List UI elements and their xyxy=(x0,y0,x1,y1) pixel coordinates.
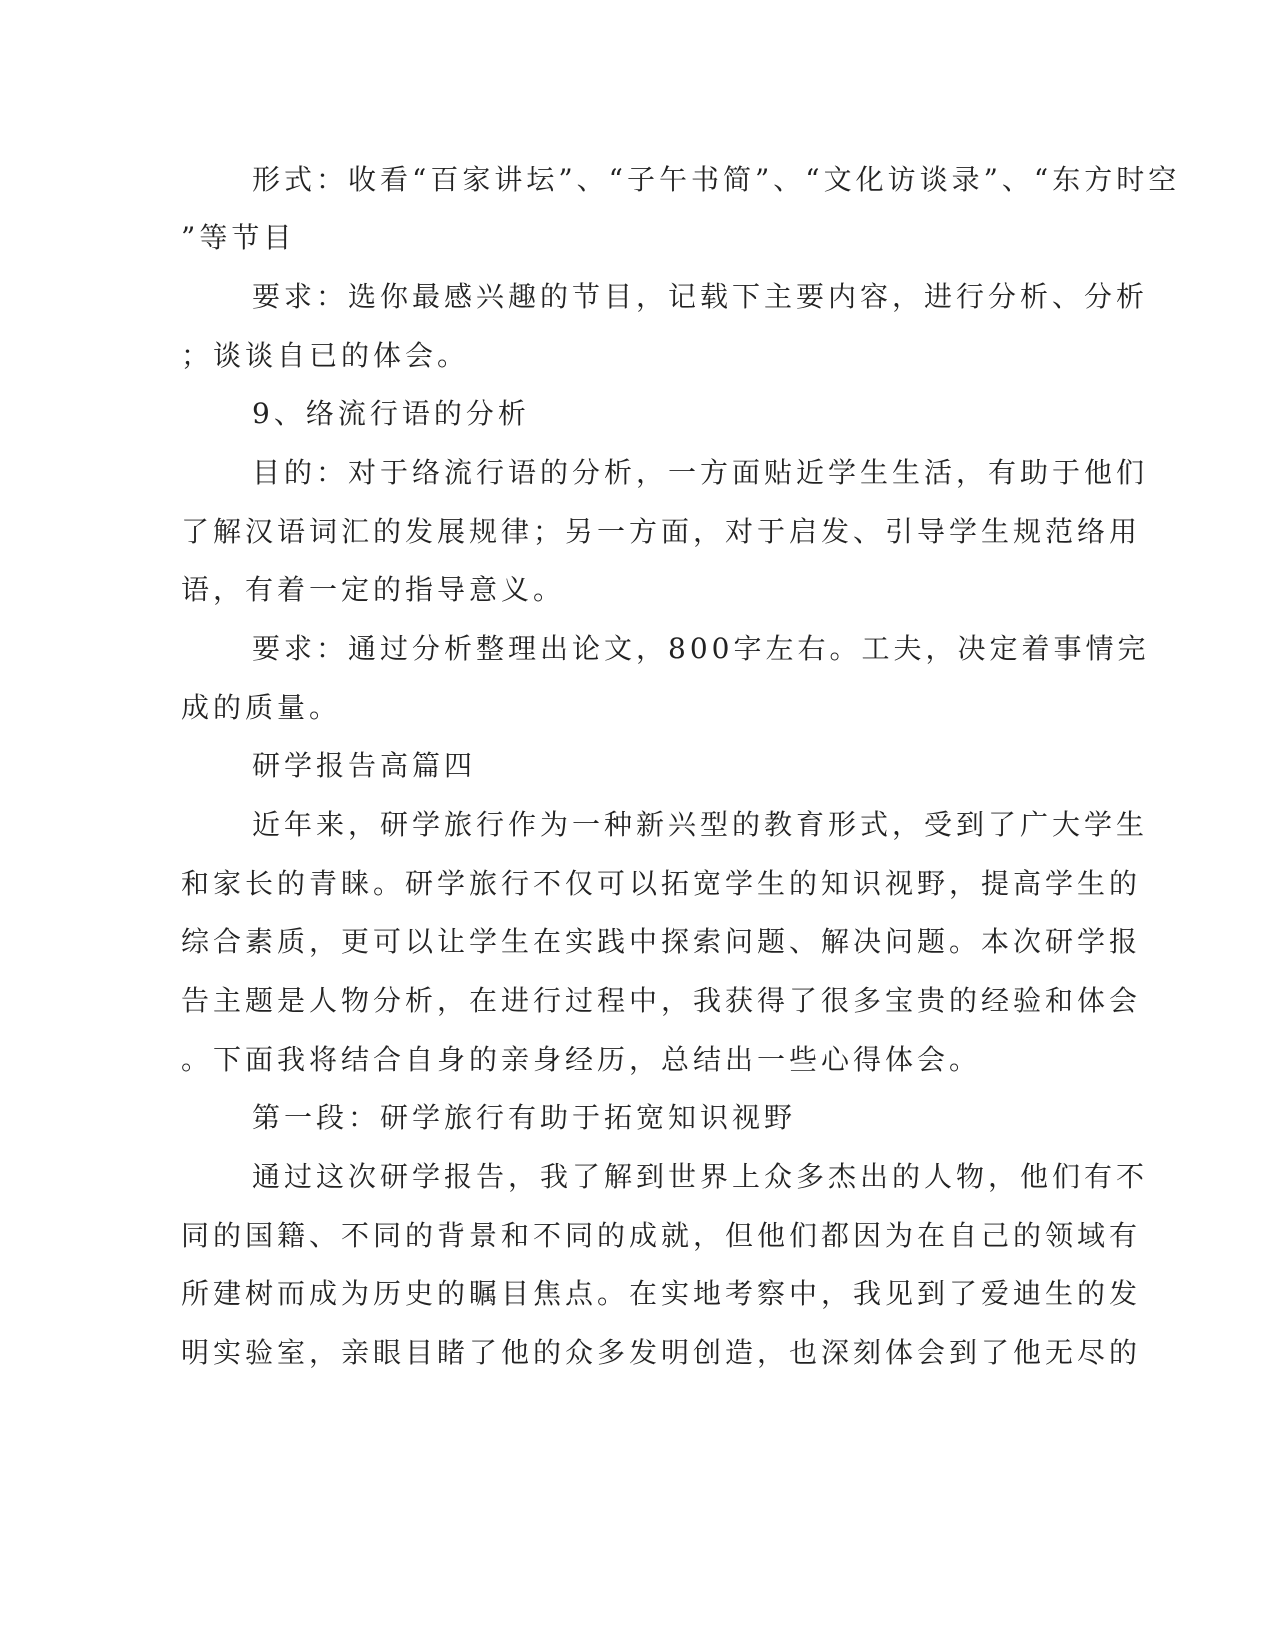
text-line: 近年来，研学旅行作为一种新兴型的教育形式，受到了广大学生 xyxy=(252,808,1149,841)
text-line: 通过这次研学报告，我了解到世界上众多杰出的人物，他们有不 xyxy=(252,1160,1149,1193)
text-line: 成的质量。 xyxy=(181,691,342,724)
section-heading: 研学报告高篇四 xyxy=(252,749,477,782)
text-line: 综合素质，更可以让学生在实践中探索问题、解决问题。本次研学报 xyxy=(181,925,1142,958)
section-heading: 第一段：研学旅行有助于拓宽知识视野 xyxy=(252,1101,797,1134)
text-line: 告主题是人物分析，在进行过程中，我获得了很多宝贵的经验和体会 xyxy=(181,984,1142,1017)
text-line: 了解汉语词汇的发展规律；另一方面，对于启发、引导学生规范络用 xyxy=(181,515,1142,548)
text-line: 。下面我将结合自身的亲身经历，总结出一些心得体会。 xyxy=(181,1043,982,1076)
text-line: 语，有着一定的指导意义。 xyxy=(181,573,566,606)
text-line: ”等节目 xyxy=(181,221,296,254)
text-line: 所建树而成为历史的瞩目焦点。在实地考察中，我见到了爱迪生的发 xyxy=(181,1277,1142,1310)
text-line: ；谈谈自已的体会。 xyxy=(181,339,470,372)
text-line: 和家长的青睐。研学旅行不仅可以拓宽学生的知识视野，提高学生的 xyxy=(181,867,1142,900)
text-line: 目的：对于络流行语的分析，一方面贴近学生生活，有助于他们 xyxy=(252,456,1149,489)
text-line: 同的国籍、不同的背景和不同的成就，但他们都因为在自己的领域有 xyxy=(181,1219,1142,1252)
text-line: 明实验室，亲眼目睹了他的众多发明创造，也深刻体会到了他无尽的 xyxy=(181,1336,1142,1369)
text-line: 要求：通过分析整理出论文，800字左右。工夫，决定着事情完 xyxy=(252,632,1150,665)
section-heading: 9、络流行语的分析 xyxy=(252,397,530,430)
text-line: 形式：收看“百家讲坛”、“子午书简”、“文化访谈录”、“东方时空 xyxy=(252,163,1181,196)
text-line: 要求：选你最感兴趣的节目，记载下主要内容，进行分析、分析 xyxy=(252,280,1149,313)
